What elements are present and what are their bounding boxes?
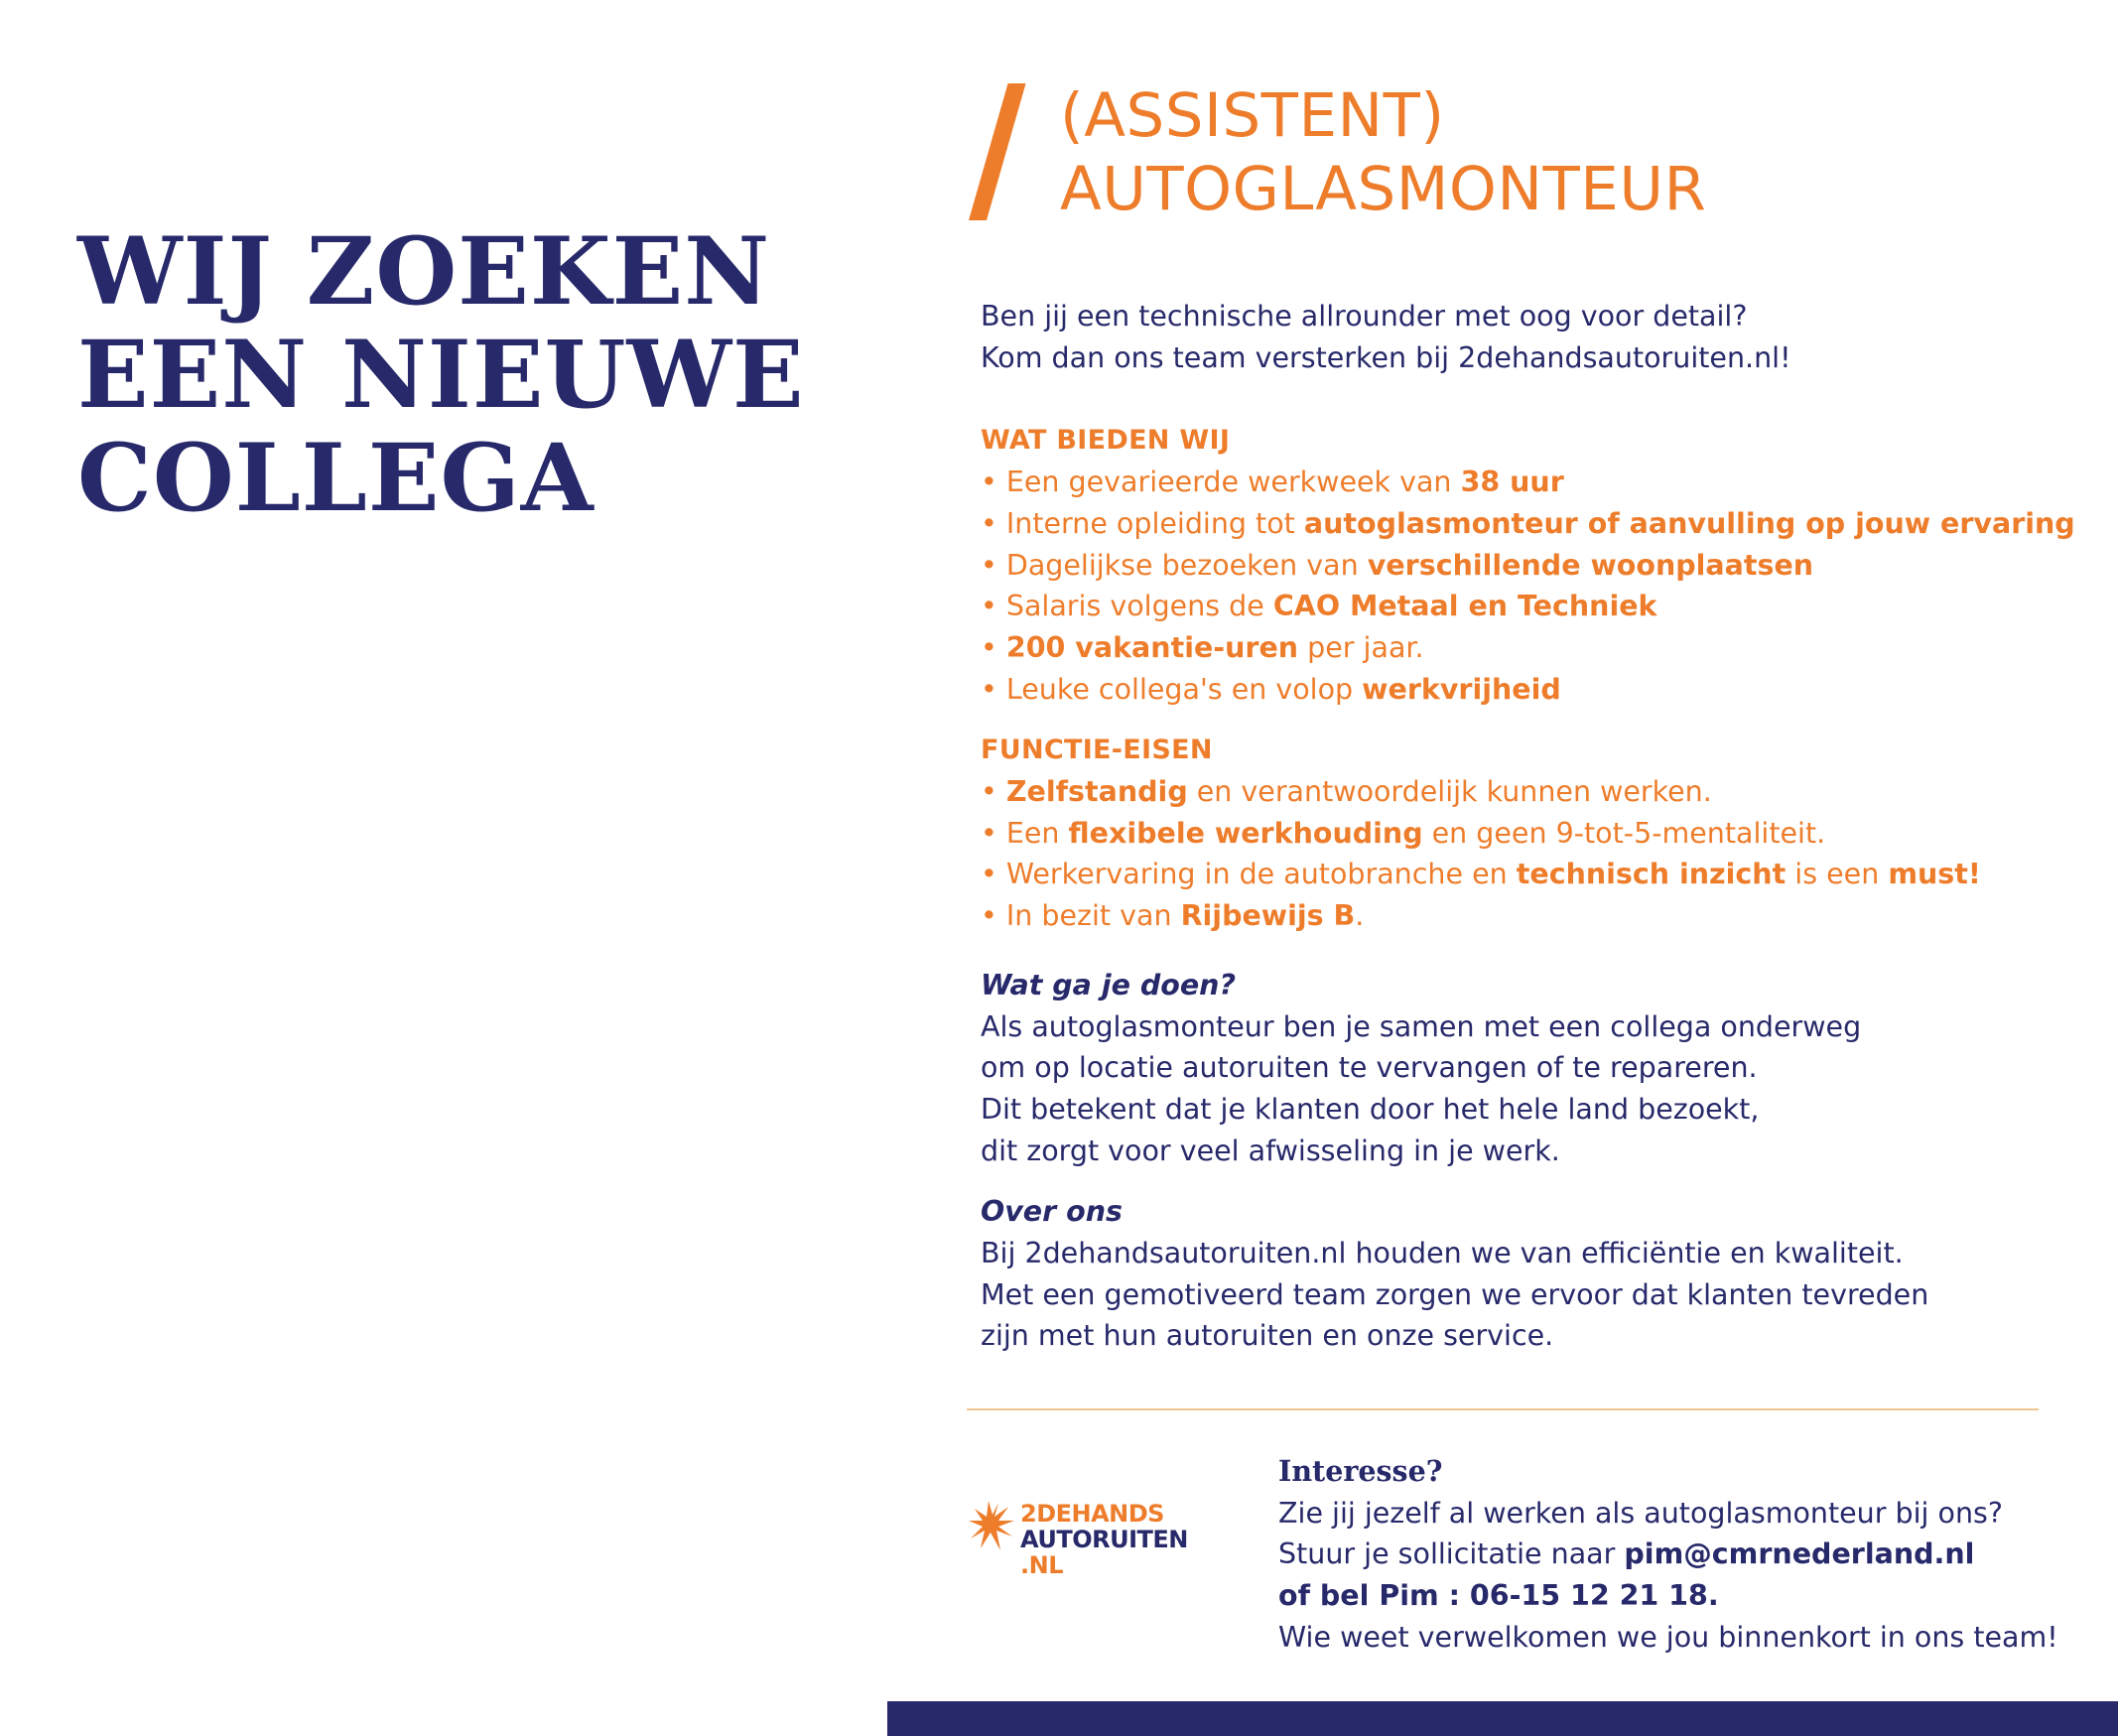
tasks-line: dit zorgt voor veel afwisseling in je werk. (981, 1134, 1560, 1167)
offer-item: • Interne opleiding tot autoglasmonteur of aanvulling op jouw ervaring (981, 506, 2075, 540)
logo-wordmark (1020, 1501, 1188, 1578)
logo-line-1: 2DEHANDS (1020, 1500, 1164, 1528)
about-text (981, 1233, 2072, 1357)
job-title (1060, 79, 1706, 226)
tasks-line: Dit betekent dat je klanten door het hele land bezoekt, (981, 1092, 1760, 1126)
offer-item: • Leuke collega's en volop werkvrijheid (981, 672, 1561, 706)
requirement-item: • Werkervaring in de autobranche en technisch inzicht is een must! (981, 858, 1981, 891)
intro-line: Kom dan ons team versterken bij 2dehandsautoruiten.nl! (981, 340, 1791, 374)
requirement-item: • In bezit van Rijbewijs B. (981, 899, 1365, 933)
section-divider (967, 1408, 2039, 1410)
contact-line: Zie jij jezelf al werken als autoglasmonteur bij ons? (1278, 1496, 2003, 1530)
offer-heading: WAT BIEDEN WIJ (981, 425, 1231, 457)
vacancy-content (981, 296, 2075, 1357)
headline-line-2: EEN NIEUWE (77, 321, 805, 430)
logo-line-2: AUTORUITEN .NL (1020, 1526, 1188, 1579)
bottom-bar-decoration (887, 1701, 2118, 1736)
about-line: Bij 2dehandsautoruiten.nl houden we van efficiëntie en kwaliteit. (981, 1237, 1904, 1270)
requirements-heading: FUNCTIE-EISEN (981, 734, 1213, 766)
offer-item: • 200 vakantie-uren per jaar. (981, 630, 1424, 664)
offer-item: • Salaris volgens de CAO Metaal en Techniek (981, 590, 1657, 623)
about-line: Met een gemotiveerd team zorgen we ervoor dat klanten tevreden (981, 1277, 1929, 1311)
intro (981, 296, 2072, 378)
about-heading: Over ons (981, 1195, 1123, 1229)
contact-email-link[interactable]: pim@cmrnederland.nl (1624, 1537, 1975, 1571)
requirement-item: • Zelfstandig en verantwoordelijk kunnen werken. (981, 775, 1712, 809)
contact-line: Stuur je sollicitatie naar pim@cmrnederland.nl (1278, 1537, 1975, 1571)
offer-list (981, 462, 2075, 710)
requirements-list (981, 771, 2072, 937)
tasks-heading: Wat ga je doen? (981, 968, 1236, 1002)
offer-item: • Een gevarieerde werkweek van 38 uur (981, 466, 1564, 499)
requirement-item: • Een flexibele werkhouding en geen 9-tot-5-mentaliteit. (981, 816, 1826, 850)
tasks-line: Als autoglasmonteur ben je samen met een collega onderweg (981, 1009, 1862, 1043)
title-slash-decoration (969, 83, 1026, 220)
job-title-line-2: AUTOGLASMONTEUR (1060, 154, 1707, 224)
glass-crack-burst-icon (969, 1499, 1014, 1554)
contact-line: Wie weet verwelkomen we jou binnenkort in ons team! (1278, 1620, 2058, 1654)
headline-line-3: COLLEGA (77, 424, 595, 533)
contact-block (1278, 1451, 2058, 1659)
tasks-text (981, 1006, 2072, 1172)
offer-item: • Dagelijkse bezoeken van verschillende woonplaatsen (981, 548, 1814, 582)
intro-line: Ben jij een technische allrounder met oog voor detail? (981, 300, 1748, 333)
company-logo (969, 1495, 1237, 1579)
job-title-line-1: (ASSISTENT) (1060, 80, 1445, 151)
headline (77, 217, 805, 533)
headline-line-1: WIJ ZOEKEN (77, 217, 771, 327)
contact-phone[interactable]: of bel Pim : 06-15 12 21 18. (1278, 1579, 1719, 1613)
tasks-line: om op locatie autoruiten te vervangen of te repareren. (981, 1051, 1758, 1085)
contact-heading: Interesse? (1278, 1454, 1443, 1488)
about-line: zijn met hun autoruiten en onze service. (981, 1319, 1554, 1353)
